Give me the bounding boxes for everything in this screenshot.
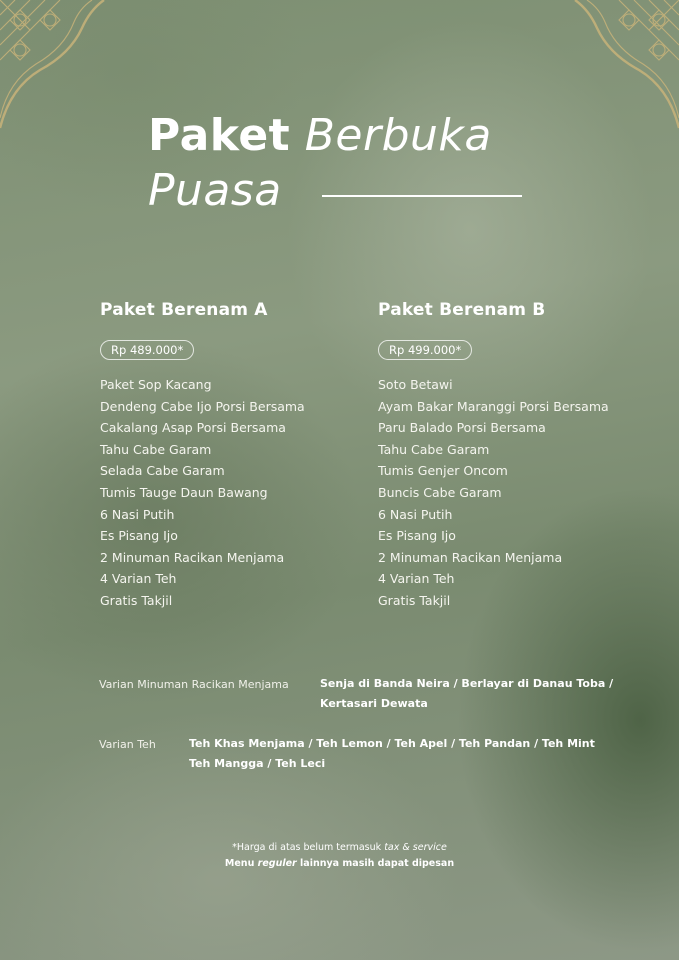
list-item: 6 Nasi Putih <box>378 506 453 522</box>
regular-menu-note <box>0 858 679 869</box>
list-item: Tahu Cabe Garam <box>100 441 212 457</box>
tea-variant-values <box>187 734 595 773</box>
list-item: Dendeng Cabe Ijo Porsi Bersama <box>100 398 305 414</box>
list-item: Tahu Cabe Garam <box>378 441 490 457</box>
package-b <box>378 300 638 612</box>
title-word-puasa: Puasa <box>148 165 282 216</box>
list-item: 4 Varian Teh <box>100 571 177 587</box>
package-b-price: Rp 499.000* <box>378 340 472 360</box>
list-item: Ayam Bakar Maranggi Porsi Bersama <box>378 398 609 414</box>
title-word-berbuka: Berbuka <box>304 110 492 161</box>
drinks-variant-label: Varian Minuman Racikan Menjama <box>99 678 289 691</box>
page-title <box>148 108 568 218</box>
list-item: Buncis Cabe Garam <box>378 484 502 500</box>
footnote-tax-service: tax & service <box>384 842 447 853</box>
tea-variant-line-2: Teh Mangga / Teh Leci <box>189 756 326 770</box>
package-b-name: Paket Berenam B <box>378 300 546 320</box>
list-item: Soto Betawi <box>378 377 453 392</box>
list-item: Tumis Genjer Oncom <box>378 463 508 479</box>
note-suffix: lainnya masih dapat dipesan <box>296 858 455 869</box>
tea-variant-line-1: Teh Khas Menjama / Teh Lemon / Teh Apel / Teh Pandan / Teh Mint <box>189 737 595 750</box>
package-a <box>100 300 360 612</box>
list-item: 2 Minuman Racikan Menjama <box>378 549 563 565</box>
drinks-variant-values <box>320 674 613 713</box>
package-a-price: Rp 489.000* <box>100 340 194 360</box>
price-footnote <box>0 842 679 853</box>
list-item: Selada Cabe Garam <box>100 463 225 479</box>
list-item: Gratis Takjil <box>378 592 451 608</box>
title-word-paket: Paket <box>148 110 291 161</box>
list-item: Paket Sop Kacang <box>100 377 212 392</box>
package-a-items <box>100 374 360 612</box>
tea-variant-label: Varian Teh <box>99 738 156 751</box>
list-item: Gratis Takjil <box>100 592 173 608</box>
list-item: 6 Nasi Putih <box>100 506 175 522</box>
note-reguler: reguler <box>257 858 297 869</box>
list-item: Tumis Tauge Daun Bawang <box>100 484 268 500</box>
list-item: 4 Varian Teh <box>378 571 455 587</box>
title-divider <box>322 195 522 197</box>
package-b-items <box>378 374 638 612</box>
drinks-variant-line-2: Kertasari Dewata <box>320 696 428 710</box>
list-item: Paru Balado Porsi Bersama <box>378 420 546 436</box>
list-item: Es Pisang Ijo <box>100 528 178 544</box>
list-item: 2 Minuman Racikan Menjama <box>100 549 285 565</box>
list-item: Cakalang Asap Porsi Bersama <box>100 420 286 436</box>
list-item: Es Pisang Ijo <box>378 528 456 544</box>
note-prefix: Menu <box>224 858 258 869</box>
corner-ornament-left <box>0 0 150 140</box>
package-a-name: Paket Berenam A <box>100 300 268 320</box>
footnote-text: *Harga di atas belum termasuk <box>232 842 385 853</box>
drinks-variant-line-1: Senja di Banda Neira / Berlayar di Danau Toba / <box>320 677 614 690</box>
